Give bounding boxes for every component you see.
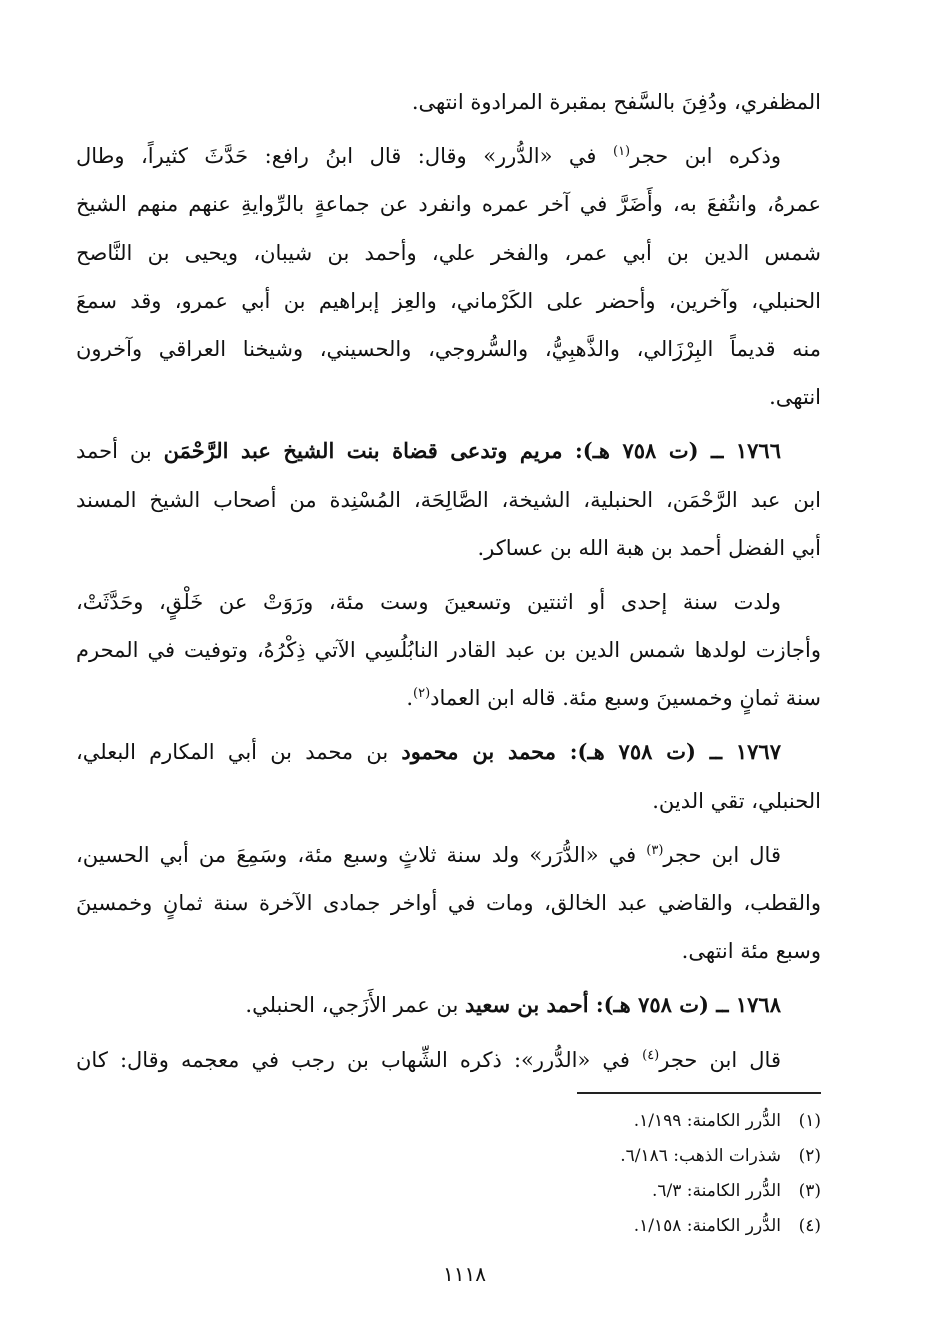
text-line: ولدت سنة إحدى أو اثنتين وتسعينَ وست مئة، ورَوَتْ عن خَلْقٍ، وحَدَّثَتْ، xyxy=(76,589,781,614)
footnote-divider xyxy=(577,1092,821,1094)
entry-heading-1767: ١٧٦٧ ــ (ت ٧٥٨ هـ): محمد بن محمود بن محمد بن أبي المكارم البعلي، xyxy=(76,739,781,765)
text-line: ابن عبد الرَّحْمَن، الحنبلية، الشيخة، الصَّالِحَة، المُسْنِدة من أصحاب الشيخ المسند xyxy=(76,487,821,512)
footnotes xyxy=(620,1104,821,1244)
entry-heading-1766: ١٧٦٦ ــ (ت ٧٥٨ هـ): مريم وتدعى قضاة بنت الشيخ عبد الرَّحْمَن بن أحمد xyxy=(76,438,781,464)
text-line: قال ابن حجر$^{(٣)}$ في «الدُّرَر» ولد سنة ثلاثٍ وسبع مئة، وسَمِعَ من أبي الحسين، xyxy=(76,842,781,867)
text-line: انتهى. xyxy=(769,385,821,410)
page-number: ١١١٨ xyxy=(443,1262,486,1286)
text-line: وسبع مئة انتهى. xyxy=(681,939,821,964)
footnote-ref[interactable]: (١) xyxy=(612,144,631,160)
text-line: أبي الفضل أحمد بن هبة الله بن عساكر. xyxy=(477,535,821,560)
text-line: والقطب، والقاضي عبد الخالق، ومات في أواخر جمادى الآخرة سنة ثمانٍ وخمسينَ xyxy=(76,891,821,915)
text-line: منه قديماً البِرْزَالي، والذَّهبِيُّ، والسُّروجي، والحسيني، وشيخنا العراقي وآخرون xyxy=(76,336,821,361)
main-text xyxy=(76,78,821,1084)
text-line: الحنبلي، وآخرين، وأحضر على الكَرْماني، والعِز إبراهيم بن أبي عمرو، وقد سمعَ xyxy=(76,288,821,313)
entry-heading-1768: ١٧٦٨ ــ (ت ٧٥٨ هـ): أحمد بن سعيد بن عمر الأَزَجي، الحنبلي. xyxy=(245,992,781,1018)
footnote-item: (٤)الدُّرر الكامنة: ١/١٥٨. xyxy=(633,1216,821,1236)
footnote-item: (١)الدُّرر الكامنة: ١/١٩٩. xyxy=(633,1111,821,1131)
text-line: شمس الدين بن أبي عمر، والفخر علي، وأحمد بن شيبان، ويحيى بن النَّاصح xyxy=(76,240,821,265)
text-line: وذكره ابن حجر$^{(١)}$ في «الدُّرر» وقال: قال ابنُ رافع: حَدَّثَ كثيراً، وطال xyxy=(76,144,781,169)
text-line: المظفري، ودُفِنَ بالسَّفح بمقبرة المرادوة انتهى. xyxy=(411,90,821,114)
text-line: وأجازت لولدها شمس الدين بن عبد القادر النابُلُسِي الآتي ذِكْرُهُ، وتوفيت في المحرم xyxy=(76,638,821,663)
footnote-ref[interactable]: (٣) xyxy=(646,842,664,858)
text-line: عمرهُ، وانتُفعَ به، وأَضَرَّ في آخر عمره وانفرد عن جماعةٍ بالرِّوايةِ عنهم منهم الشيخ xyxy=(76,192,821,217)
footnote-ref[interactable]: (٢) xyxy=(413,686,431,702)
footnote-item: (٢)شذرات الذهب: ٦/١٨٦. xyxy=(620,1146,821,1166)
text-line: سنة ثمانٍ وخمسينَ وسبع مئة. قاله ابن العماد$^{(٢)}$. xyxy=(406,686,821,711)
footnote-item: (٣)الدُّرر الكامنة: ٦/٣. xyxy=(651,1181,821,1201)
text-line: قال ابن حجر$^{(٤)}$ في «الدُّرر»: ذكره الشِّهاب بن رجب في معجمه وقال: كان xyxy=(76,1047,781,1072)
text-line: الحنبلي، تقي الدين. xyxy=(652,788,821,813)
footnote-ref[interactable]: (٤) xyxy=(642,1047,660,1063)
